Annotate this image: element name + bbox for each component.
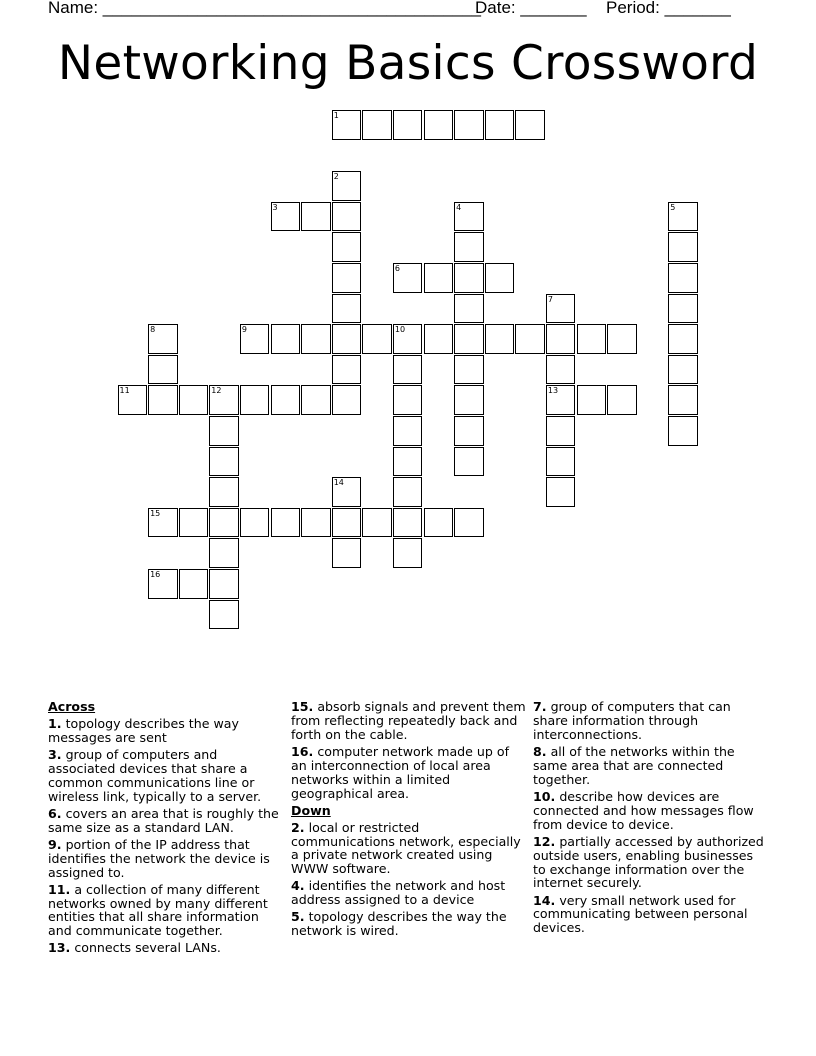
crossword-cell[interactable] [332,294,362,324]
clue-label-number: 13. [48,940,71,956]
clue-label-number: 5. [291,909,305,925]
crossword-cell[interactable] [179,569,209,599]
crossword-cell[interactable] [332,477,362,507]
across-clue [291,700,527,742]
clue-label-number: 10. [533,788,556,804]
crossword-cell[interactable] [271,324,301,354]
period-field-label[interactable]: Period: _______ [606,0,731,17]
crossword-cell[interactable] [271,508,301,538]
crossword-cell[interactable] [209,385,239,415]
clue-label-number: 7. [533,699,547,714]
crossword-cell[interactable] [485,263,515,293]
clue-column-2 [291,700,527,941]
crossword-cell[interactable] [424,263,454,293]
clue-label-number: 14. [533,892,556,908]
crossword-cell[interactable] [424,324,454,354]
across-clue [48,883,280,939]
clue-text: identifies the network and host address assigned to a device [291,878,506,908]
crossword-cell[interactable] [607,324,637,354]
crossword-cell[interactable] [209,477,239,507]
clue-number: 12 [211,386,222,396]
crossword-cell[interactable] [393,385,423,415]
crossword-cell[interactable] [271,385,301,415]
crossword-cell[interactable] [271,202,301,232]
clue-text: absorb signals and prevent them from reflecting repeatedly back and forth on the cable. [291,699,526,742]
crossword-cell[interactable] [485,110,515,140]
clue-label-number: 4. [291,878,305,894]
clue-label-number: 2. [291,819,305,835]
crossword-cell[interactable] [301,324,331,354]
crossword-cell[interactable] [209,569,239,599]
across-clue-list-continued [291,700,527,801]
clue-number: 1 [333,111,339,120]
crossword-cell[interactable] [454,263,484,293]
crossword-cell[interactable] [577,324,607,354]
clue-column-1 [48,700,280,959]
crossword-cell[interactable] [424,110,454,140]
clue-text: local or restricted communications network, especially a private network created using WWW software. [291,819,521,877]
crossword-cell[interactable] [179,508,209,538]
clue-text: very small network used for communicating between personal devices. [533,892,748,936]
crossword-cell[interactable] [118,385,148,415]
crossword-cell[interactable] [332,263,362,293]
crossword-cell[interactable] [240,385,270,415]
clue-text: connects several LANs. [70,940,221,956]
clue-text: group of computers and associated devices that share a common communications line or wireless link, typically to a server. [48,746,262,804]
clue-label-number: 3. [48,746,62,762]
clue-label-number: 1. [48,715,62,731]
crossword-cell[interactable] [668,324,698,354]
clue-number: 8 [150,325,156,335]
down-clue-list [291,821,527,939]
crossword-cell[interactable] [668,294,698,324]
crossword-cell[interactable] [454,416,484,446]
clue-label-number: 12. [533,833,556,849]
name-field-label[interactable]: Name: ________________________________________ [48,0,481,17]
crossword-cell[interactable] [148,324,178,354]
clue-column-3 [533,700,767,938]
page-title: Networking Basics Crossword [57,36,759,91]
clue-text: topology describes the way the network is wired. [291,909,507,939]
clue-number: 9 [241,325,247,335]
clue-label-number: 11. [48,881,71,897]
crossword-cell[interactable] [454,202,484,232]
clue-number: 15 [150,508,161,518]
clue-text: portion of the IP address that identifies the network the device is assigned to. [48,836,270,880]
crossword-cell[interactable] [179,385,209,415]
crossword-cell[interactable] [148,385,178,415]
crossword-cell[interactable] [424,508,454,538]
crossword-cell[interactable] [454,294,484,324]
clue-text: group of computers that can share information through interconnections. [533,699,731,742]
down-heading: Down [291,802,331,818]
crossword-cell[interactable] [607,385,637,415]
crossword-cell[interactable] [393,110,423,140]
crossword-cell[interactable] [332,355,362,385]
date-field-label[interactable]: Date: _______ [475,0,587,17]
clue-text: describe how devices are connected and how messages flow from device to device. [533,788,754,832]
crossword-cell[interactable] [515,110,545,140]
crossword-cell[interactable] [454,324,484,354]
clue-label-number: 15. [291,699,314,714]
clue-label-number: 6. [48,805,62,821]
clue-number: 11 [119,386,130,396]
crossword-cell[interactable] [393,538,423,568]
crossword-cell[interactable] [577,385,607,415]
clue-label-number: 16. [291,743,314,759]
clue-number: 2 [333,172,339,182]
crossword-cell[interactable] [546,416,576,446]
crossword-cell[interactable] [362,508,392,538]
across-clue [48,807,280,835]
clue-number: 13 [547,386,559,396]
clue-text: partially accessed by authorized outside users, enabling businesses to exchange information over the internet securely. [533,833,764,891]
down-clue [533,745,767,787]
clue-text: topology describes the way messages are sent [48,715,239,745]
crossword-cell[interactable] [332,508,362,538]
crossword-cell[interactable] [209,416,239,446]
across-clue-list [48,717,280,955]
crossword-cell[interactable] [515,324,545,354]
crossword-cell[interactable] [209,600,239,630]
down-clue [291,821,527,877]
crossword-cell[interactable] [454,385,484,415]
crossword-cell[interactable] [454,355,484,385]
clue-number: 10 [394,325,406,335]
crossword-cell[interactable] [668,202,698,232]
down-clue-list-continued [533,700,767,935]
clue-number: 5 [670,202,676,212]
crossword-cell[interactable] [301,508,331,538]
crossword-cell[interactable] [454,508,484,538]
crossword-cell[interactable] [546,294,576,324]
clue-label-number: 9. [48,836,62,852]
crossword-cell[interactable] [301,385,331,415]
clue-number: 4 [456,202,462,212]
crossword-cell[interactable] [393,324,423,354]
crossword-cell[interactable] [454,232,484,262]
crossword-cell[interactable] [332,385,362,415]
across-clue [48,717,280,745]
crossword-cell[interactable] [209,538,239,568]
crossword-cell[interactable] [148,569,178,599]
crossword-cell[interactable] [668,355,698,385]
crossword-cell[interactable] [454,447,484,477]
clue-number: 16 [150,570,161,579]
crossword-cell[interactable] [240,324,270,354]
across-clue [291,745,527,801]
crossword-cell[interactable] [393,477,423,507]
crossword-cell[interactable] [332,324,362,354]
crossword-cell[interactable] [332,232,362,262]
crossword-cell[interactable] [393,508,423,538]
crossword-cell[interactable] [332,171,362,201]
clue-number: 7 [547,294,553,304]
crossword-cell[interactable] [362,110,392,140]
crossword-cell[interactable] [148,508,178,538]
crossword-cell[interactable] [362,324,392,354]
crossword-cell[interactable] [209,447,239,477]
across-heading: Across [48,699,96,714]
crossword-cell[interactable] [546,385,576,415]
clue-text: a collection of many different networks owned by many different entities that all share information and communicate together. [48,881,268,939]
across-clue [48,748,280,804]
crossword-cell[interactable] [454,110,484,140]
crossword-cell[interactable] [668,416,698,446]
crossword-cell[interactable] [546,477,576,507]
clue-text: covers an area that is roughly the same size as a standard LAN. [48,805,279,835]
clue-number: 14 [333,478,344,488]
crossword-cell[interactable] [209,508,239,538]
across-clue [48,941,280,955]
clue-text: computer network made up of an interconnection of local area networks within a limited geographical area. [291,743,510,801]
crossword-cell[interactable] [393,355,423,385]
down-clue [533,894,767,936]
crossword-cell[interactable] [546,447,576,477]
across-clue [48,838,280,880]
crossword-cell[interactable] [668,263,698,293]
crossword-cell[interactable] [240,508,270,538]
crossword-cell[interactable] [148,355,178,385]
crossword-cell[interactable] [301,202,331,232]
down-clue [291,910,527,938]
down-clue [533,700,767,742]
crossword-cell[interactable] [332,202,362,232]
clue-number: 3 [272,202,278,212]
crossword-cell[interactable] [668,385,698,415]
crossword-cell[interactable] [332,110,362,140]
crossword-cell[interactable] [393,263,423,293]
clue-label-number: 8. [533,743,547,759]
down-clue [533,790,767,832]
clue-number: 6 [394,264,400,273]
down-clue [533,835,767,891]
crossword-cell[interactable] [393,447,423,477]
crossword-cell[interactable] [668,232,698,262]
crossword-cell[interactable] [485,324,515,354]
crossword-cell[interactable] [332,538,362,568]
crossword-cell[interactable] [393,416,423,446]
crossword-cell[interactable] [546,355,576,385]
clue-text: all of the networks within the same area that are connected together. [533,743,735,787]
crossword-cell[interactable] [546,324,576,354]
down-clue [291,879,527,907]
